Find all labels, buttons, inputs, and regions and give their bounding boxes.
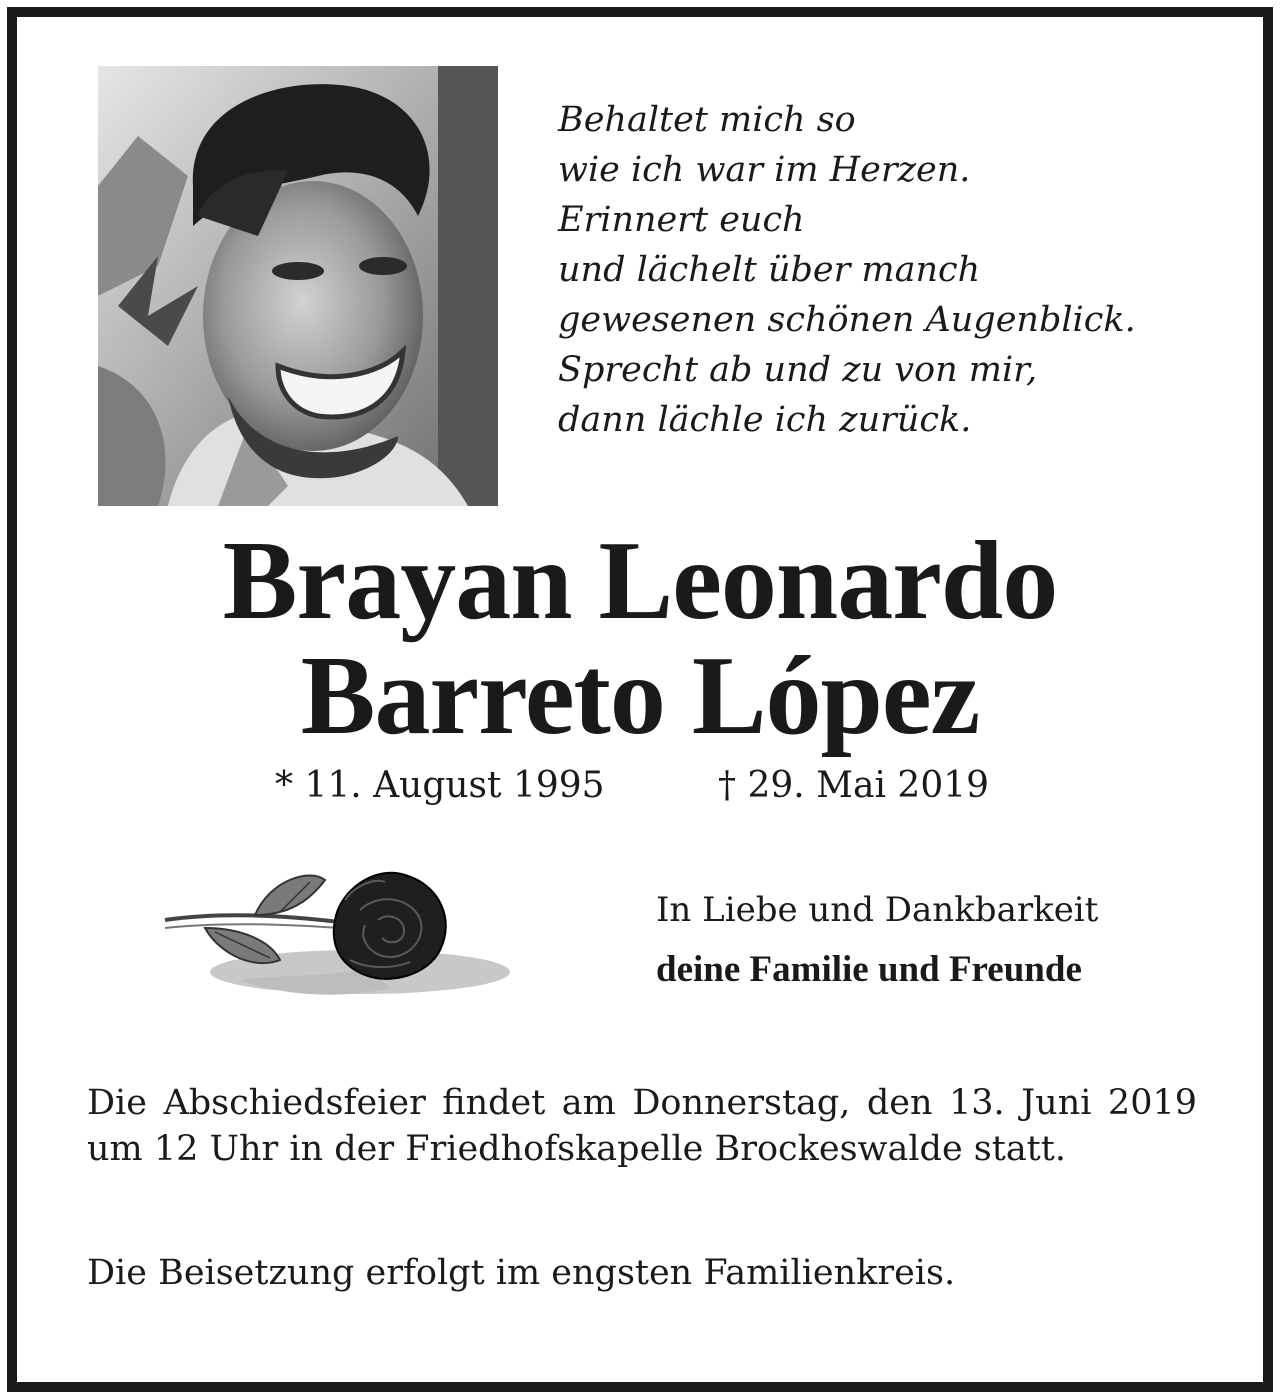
birth-date: * 11. August 1995	[275, 765, 605, 806]
poem-line: gewesenen schönen Augenblick.	[558, 300, 1136, 340]
deceased-name-line1: Brayan Leonardo	[222, 519, 1058, 643]
poem	[558, 95, 1238, 445]
signature-line: deine Familie und Freunde	[656, 949, 1082, 990]
poem-line: Sprecht ab und zu von mir,	[558, 350, 1038, 390]
poem-line: Erinnert euch	[558, 200, 805, 240]
deceased-name-line2: Barreto López	[300, 634, 980, 758]
closing-signature	[656, 880, 1098, 1000]
closing-line: In Liebe und Dankbarkeit	[656, 890, 1099, 930]
life-dates	[0, 765, 1280, 815]
rose-icon	[160, 860, 520, 1010]
portrait-photo	[98, 66, 498, 506]
portrait-image	[98, 66, 498, 506]
poem-line: und lächelt über manch	[558, 250, 981, 290]
farewell-notice: Die Abschiedsfeier findet am Donnerstag, den 13. Juni 2019 um 12 Uhr in der Friedhofskapelle Brockeswalde statt.	[87, 1083, 1197, 1169]
poem-line: wie ich war im Herzen.	[558, 150, 971, 190]
burial-notice: Die Beisetzung erfolgt im engsten Familienkreis.	[87, 1253, 956, 1293]
poem-line: Behaltet mich so	[558, 100, 856, 140]
death-date: † 29. Mai 2019	[718, 765, 990, 806]
poem-line: dann lächle ich zurück.	[558, 400, 972, 440]
